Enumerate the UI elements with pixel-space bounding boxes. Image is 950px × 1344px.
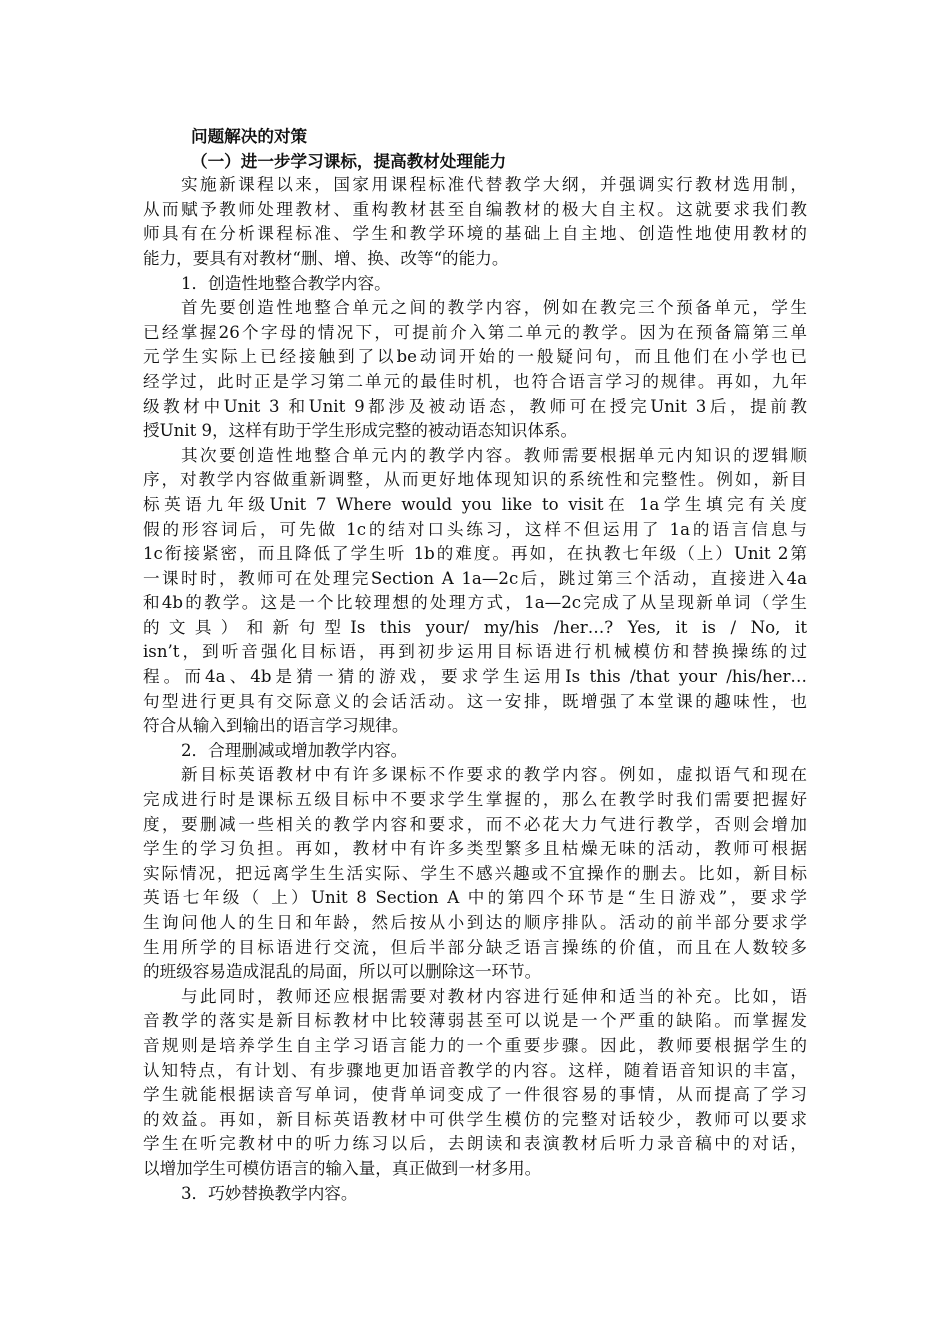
text-line: 经学过，此时正是学习第二单元的最佳时机，也符合语言学习的规律。再如，九年 — [143, 371, 807, 391]
document-page — [143, 124, 807, 1206]
text-line: isn’t，到听音强化目标语，再到初步运用目标语进行机械模仿和替换操练的过 — [143, 642, 807, 662]
text-line: 首先要创造性地整合单元之间的教学内容，例如在教完三个预备单元，学生 — [181, 298, 807, 318]
text-line: 1c衔接紧密，而且降低了学生听 1b的难度。再如，在执教七年级（上）Unit 2第 — [143, 544, 807, 564]
text-line: 和4b的教学。这是一个比较理想的处理方式，1a—2c完成了从呈现新单词（学生 — [143, 593, 807, 613]
text-line: 度，要删减一些相关的教学内容和要求，而不必花大力气进行教学，否则会增加 — [143, 814, 807, 834]
text-line: 假的形容词后，可先做 1c的结对口头练习，这样不但运用了 1a的语言信息与 — [143, 519, 807, 539]
text-line: 实施新课程以来，国家用课程标准代替教学大纲，并强调实行教材选用制， — [181, 175, 807, 195]
text-line: 以增加学生可模仿语言的输入量，真正做到一材多用。 — [143, 1158, 542, 1178]
text-line: 生询问他人的生日和年龄，然后按从小到达的顺序排队。活动的前半部分要求学 — [143, 913, 807, 932]
subsection-heading: （一）进一步学习课标，提高教材处理能力 — [191, 150, 507, 171]
text-line: 授Unit 9，这样有助于学生形成完整的被动语态知识体系。 — [143, 421, 578, 441]
text-line: 标英语九年级Unit 7 Where would you like to visit在 1a学生填完有关度 — [143, 494, 807, 514]
text-line: 师具有在分析课程标准、学生和教学环境的基础上自主地、创造性地使用教材的 — [143, 224, 807, 244]
text-line: 序，对教学内容做重新调整，从而更好地体现知识的系统性和完整性。例如，新目 — [143, 470, 807, 490]
text-line: 的班级容易造成混乱的局面，所以可以删除这一环节。 — [143, 962, 542, 982]
text-line: 实际情况，把远离学生生活实际、学生不感兴趣或不宜操作的删去。比如，新目标 — [143, 863, 807, 883]
text-line: 从而赋予教师处理教材、重构教材甚至自编教材的极大自主权。这就要求我们教 — [143, 199, 807, 219]
text-line: 一课时时，教师可在处理完Section A 1a—2c后，跳过第三个活动，直接进入4a — [143, 568, 807, 588]
text-line: 学生的学习负担。再如，教材中有许多类型繁多且枯燥无味的活动，教师可根据 — [143, 839, 807, 859]
text-line: 3．巧妙替换教学内容。 — [181, 1183, 358, 1203]
text-line: 元学生实际上已经接触到了以be动词开始的一般疑问句，而且他们在小学也已 — [143, 347, 807, 367]
text-line: 学生在听完教材中的听力练习以后，去朗读和表演教材后听力录音稿中的对话， — [143, 1134, 807, 1154]
text-line: 已经掌握26个字母的情况下，可提前介入第二单元的教学。因为在预备篇第三单 — [143, 322, 807, 342]
text-line: 句型进行更具有交际意义的会话活动。这一安排，既增强了本堂课的趣味性，也 — [143, 691, 807, 711]
text-line: 与此同时，教师还应根据需要对教材内容进行延伸和适当的补充。比如，语 — [181, 986, 807, 1006]
text-line: 级教材中Unit 3 和Unit 9都涉及被动语态，教师可在授完Unit 3后，提前教 — [143, 396, 807, 416]
text-line: 程。而4a、4b是猜一猜的游戏，要求学生运用Is this /that your /his/her… — [143, 667, 807, 687]
section-heading: 问题解决的对策 — [191, 126, 308, 146]
text-line: 新目标英语教材中有许多课标不作要求的教学内容。例如，虚拟语气和现在 — [181, 765, 807, 785]
text-line: 的文具）和新句型Is this your/ my/his /her…? Yes, it is / No, it — [143, 617, 807, 637]
text-line: 英语七年级（ 上）Unit 8 Section A 中的第四个环节是“生日游戏”，要求学 — [143, 888, 807, 908]
text-line: 学生就能根据读音写单词，使背单词变成了一件很容易的事情，从而提高了学习 — [143, 1085, 807, 1105]
text-line: 能力，要具有对教材“删、增、换、改等“的能力。 — [143, 248, 509, 268]
text-line: 符合从输入到输出的语言学习规律。 — [143, 716, 409, 736]
document-body — [143, 173, 807, 1206]
text-line: 认知特点，有计划、有步骤地更加语音教学的内容。这样，随着语音知识的丰富， — [143, 1060, 807, 1080]
text-line: 1．创造性地整合教学内容。 — [181, 273, 391, 293]
text-line: 生用所学的目标语进行交流，但后半部分缺乏语言操练的价值，而且在人数较多 — [143, 937, 807, 957]
text-line: 其次要创造性地整合单元内的教学内容。教师需要根据单元内知识的逻辑顺 — [181, 445, 807, 465]
text-line: 音教学的落实是新目标教材中比较薄弱甚至可以说是一个严重的缺陷。而掌握发 — [143, 1011, 807, 1031]
text-line: 音规则是培养学生自主学习语言能力的一个重要步骤。因此，教师要根据学生的 — [143, 1035, 807, 1055]
text-line: 2．合理删减或增加教学内容。 — [181, 740, 408, 760]
text-line: 的效益。再如，新目标英语教材中可供学生模仿的完整对话较少，教师可以要求 — [143, 1109, 807, 1129]
text-line: 完成进行时是课标五级目标中不要求学生掌握的，那么在教学时我们需要把握好 — [143, 790, 807, 810]
